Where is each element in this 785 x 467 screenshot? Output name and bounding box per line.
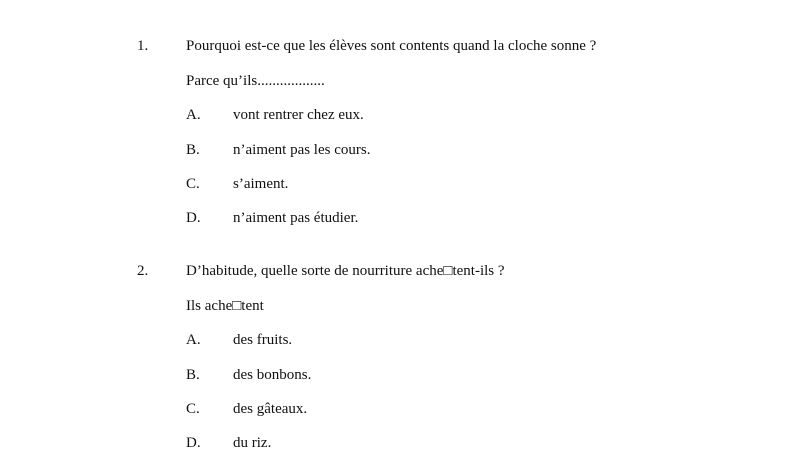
answer-stem: Parce qu’ils.................. [186,73,325,89]
option-text: du riz. [233,435,272,451]
option-text: des gâteaux. [233,401,308,417]
question-number: 1. [137,38,149,54]
option-letter: B. [186,367,200,383]
option-letter: D. [186,210,201,226]
option-text: s’aiment. [233,176,289,192]
answer-stem: Ils ache□tent [186,298,264,314]
option-letter: A. [186,107,201,123]
option-text: n’aiment pas les cours. [233,142,371,158]
option-letter: B. [186,142,200,158]
option-letter: A. [186,332,201,348]
question-text: Pourquoi est-ce que les élèves sont contents quand la cloche sonne ? [186,38,597,54]
question-number: 2. [137,263,149,279]
option-text: vont rentrer chez eux. [233,107,364,123]
option-text: n’aiment pas étudier. [233,210,359,226]
question-text: D’habitude, quelle sorte de nourriture ache□tent-ils ? [186,263,505,279]
option-letter: C. [186,176,200,192]
option-letter: D. [186,435,201,451]
option-letter: C. [186,401,200,417]
option-text: des fruits. [233,332,293,348]
option-text: des bonbons. [233,367,312,383]
